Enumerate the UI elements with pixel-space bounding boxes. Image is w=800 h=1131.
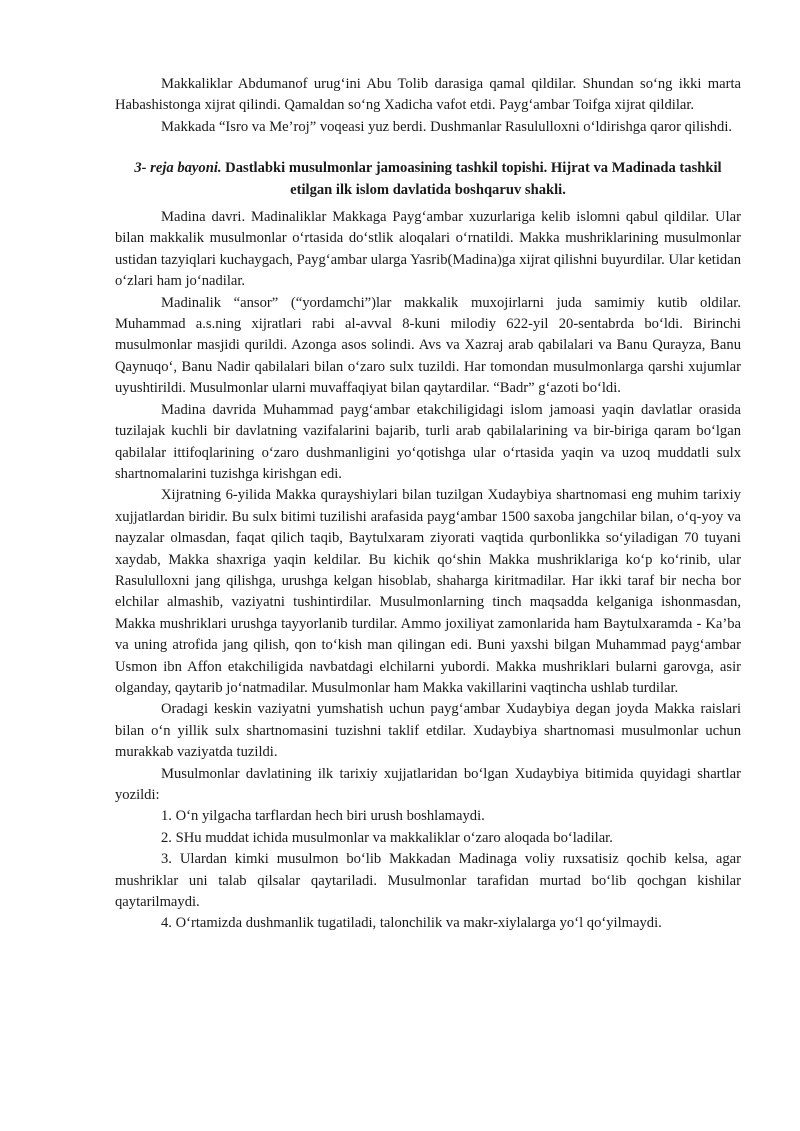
body-paragraph-2: Madinalik “ansor” (“yordamchi”)lar makkalik muxojirlarni juda samimiy kutib oldilar. Muhammad a.s.ning xijratlari rabi al-avval 8-kuni milodiy 622-yil 20-sentabrda bo‘ldi. Birinchi musulmonlar masjidi qurildi. Azonga asos solindi. Avs va Xazraj arab qabilalari va Banu Qurayza, Banu Qaynuqo‘, Banu Nadir qabilalari bilan o‘zaro sulx tuzildi. Har tomondan musulmonlarga qarshi xujumlar uyushtirildi. Musulmonlar ularni muvaffaqiyat bilan qaytardilar. “Badr” g‘azoti bo‘ldi. — [115, 294, 741, 397]
body-paragraph-6: Musulmonlar davlatining ilk tarixiy xujjatlaridan bo‘lgan Xudaybiya bitimida quyidagi shartlar yozildi: — [115, 765, 741, 803]
section-heading-text: Dastlabki musulmonlar jamoasining tashkil topishi. Hijrat va Madinada tashkil etilgan ilk islom davlatida boshqaruv shakli. — [221, 160, 722, 198]
intro-paragraph-2: Makkada “Isro va Me’roj” voqeasi yuz berdi. Dushmanlar Rasululloxni o‘ldirishga qaror qilishdi. — [161, 118, 733, 135]
body-paragraph-4: Xijratning 6-yilida Makka qurayshiylari bilan tuzilgan Xudaybiya shartnomasi eng muhim tarixiy xujjatlardan biridir. Bu sulx bitimi tuzilishi arafasida payg‘ambar 1500 saxoba jangchilar bilan, o‘q-yoy va nayzalar olmasdan, faqat qilich taqib, Baytulxaram ziyorati vaqtida qurbonlikka so‘yiladigan 70 tuyani xaydab, Makka shaxriga yaqin keldilar. Bu kichik qo‘shin Makka mushriklariga ko‘p ko‘rinib, ular Rasululloxni jang qilishga, urushga kelgan hisoblab, shaharga kiritmadilar. Har ikki taraf bir necha bor elchilar almashib, vaziyatni tushintirdilar. Musulmonlarning tinch maqsadda kelganiga ishonmasdan, Makka mushriklari urushga tayyorlanib turdilar. Ammo joxiliyat zamonlarida ham Baytulxaramda - Ka’ba va uning atrofida jang qilish, qon to‘kish man qilingan edi. Buni yaxshi bilgan Muhammad payg‘ambar Usmon ibn Affon etakchiligida navbatdagi elchilarni yubordi. Makka mushriklari bularni garovga, asir olganday, qaytarib jo‘natmadilar. Musulmonlar ham Makka vakillarini vaqtincha ushlab turdilar. — [115, 487, 741, 696]
intro-paragraph-1: Makkaliklar Abdumanof urug‘ini Abu Tolib darasiga qamal qildilar. Shundan so‘ng ikki marta Habashistonga xijrat qilindi. Qamaldan so‘ng Xadicha vafot etdi. Payg‘ambar Toifga xijrat qildilar. — [115, 76, 741, 114]
condition-item-2: 2. SHu muddat ichida musulmonlar va makkaliklar o‘zaro aloqada bo‘ladilar. — [161, 829, 613, 846]
section-heading-lead: 3- reja bayoni. — [134, 160, 222, 177]
body-paragraph-3: Madina davrida Muhammad payg‘ambar etakchiligidagi islom jamoasi yaqin davlatlar orasida tuzilajak kuchli bir davlatning vazifalarini bajarib, turli arab qabilalarining va bir-biriga qaram bo‘lgan qabilalar ittifoqlarining o‘zaro dushmanligini yo‘qotishga ular o‘rtasida yaqin va uzoq muddatli sulx shartnomalarini tuzishga kirishgan edi. — [115, 401, 741, 482]
condition-item-4: 4. O‘rtamizda dushmanlik tugatiladi, talonchilik va makr-xiylalarga yo‘l qo‘yilmaydi. — [161, 915, 662, 932]
section-heading — [115, 158, 741, 201]
body-paragraph-1: Madina davri. Madinaliklar Makkaga Payg‘ambar xuzurlariga kelib islomni qabul qildilar. Ular bilan makkalik musulmonlar o‘rtasida do‘stlik aloqalari o‘rnatildi. Makka mushriklarining musulmonlar ustidan tazyiqlari kuchaygach, Payg‘ambar ularga Yasrib(Madina)ga xijrat qilishni buyurdilar. Ular ketidan o‘zlari ham jo‘nadilar. — [115, 209, 741, 290]
document-page — [115, 74, 741, 935]
condition-item-3: 3. Ulardan kimki musulmon bo‘lib Makkadan Madinaga voliy ruxsatisiz qochib kelsa, agar mushriklar uni talab qilsalar qaytariladi. Musulmonlar tarafidan murtad bo‘lib qochgan kishilar qaytarilmaydi. — [115, 851, 741, 911]
condition-item-1: 1. O‘n yilgacha tarflardan hech biri urush boshlamaydi. — [161, 808, 485, 825]
body-paragraph-5: Oradagi keskin vaziyatni yumshatish uchun payg‘ambar Xudaybiya degan joyda Makka raislari bilan o‘n yillik sulx shartnomasini tuzishni taklif etdilar. Xudaybiya shartnomasi musulmonlar uchun murakkab vaziyatda tuzildi. — [115, 701, 741, 761]
